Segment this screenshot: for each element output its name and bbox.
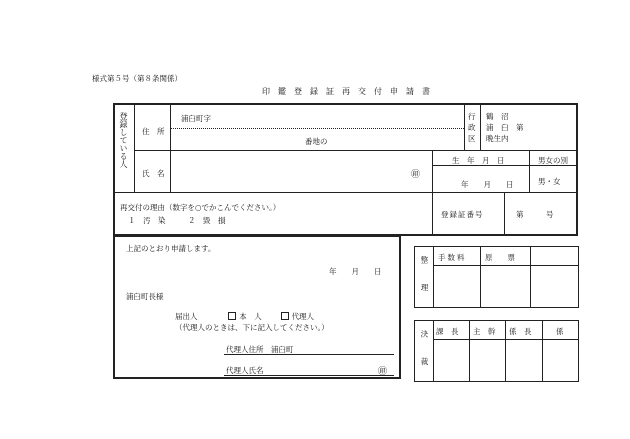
agent-option: 代理人 <box>291 312 315 321</box>
application-statement: 上記のとおり申請します。 <box>126 244 216 253</box>
role-chief-officer: 主 幹 <box>473 327 496 336</box>
gender-label: 男女の別 <box>538 156 568 165</box>
role-subsection-chief: 係 長 <box>509 327 532 336</box>
agent-address-line <box>224 354 394 355</box>
form-number: 様式第５号（第８条関係） <box>92 74 182 83</box>
agent-address-label: 代理人住所 浦臼町 <box>226 345 294 354</box>
cert-number-value: 第 号 <box>516 210 554 219</box>
birthdate-value: 年 月 日 <box>461 180 514 189</box>
agent-note: （代理人のときは、下に記入してください。） <box>175 323 329 332</box>
address-suffix: 番地の <box>305 137 328 146</box>
district-label: 行 政 区 <box>468 112 476 143</box>
application-box <box>113 235 401 379</box>
self-option: 本 人 <box>239 312 262 321</box>
agent-name-label: 代理人氏名 <box>226 366 264 375</box>
name-label: 氏 名 <box>142 169 165 178</box>
birthdate-label: 生 年 月 日 <box>452 156 505 165</box>
role-staff: 係 <box>556 327 564 336</box>
reason-label: 再交付の理由（数字を○でかこんでください。） <box>120 203 281 212</box>
agent-seal: ㊞ <box>378 367 388 377</box>
district-options: 鶴 沼 浦 臼 第 晩生内 <box>486 112 524 143</box>
fee-label: 手数料 <box>438 253 467 262</box>
role-section-chief: 課 長 <box>436 327 459 336</box>
application-date: 年 月 日 <box>329 267 382 276</box>
stamp-label: 原 票 <box>485 253 515 262</box>
self-checkbox[interactable] <box>228 312 236 320</box>
address-prefix: 浦臼町字 <box>181 114 211 123</box>
registrant-section-label: 登録している人 <box>119 112 128 168</box>
approval-label: 決裁 <box>420 330 429 385</box>
address-label: 住 所 <box>142 127 165 136</box>
processing-label: 整理 <box>420 256 429 311</box>
addressee: 浦臼町長様 <box>126 292 164 301</box>
form-title: 印鑑登録証再交付申請書 <box>262 87 438 96</box>
reason-options: １ 汚 染 ２ 毀 損 <box>128 216 226 225</box>
name-seal: ㊞ <box>411 170 421 180</box>
gender-value: 男・女 <box>538 177 561 186</box>
agent-checkbox[interactable] <box>281 312 289 320</box>
agent-name-line <box>224 375 394 376</box>
applicant-label: 届出人 <box>175 312 198 321</box>
cert-number-label: 登録証番号 <box>441 210 484 219</box>
applicant-row <box>175 311 314 322</box>
